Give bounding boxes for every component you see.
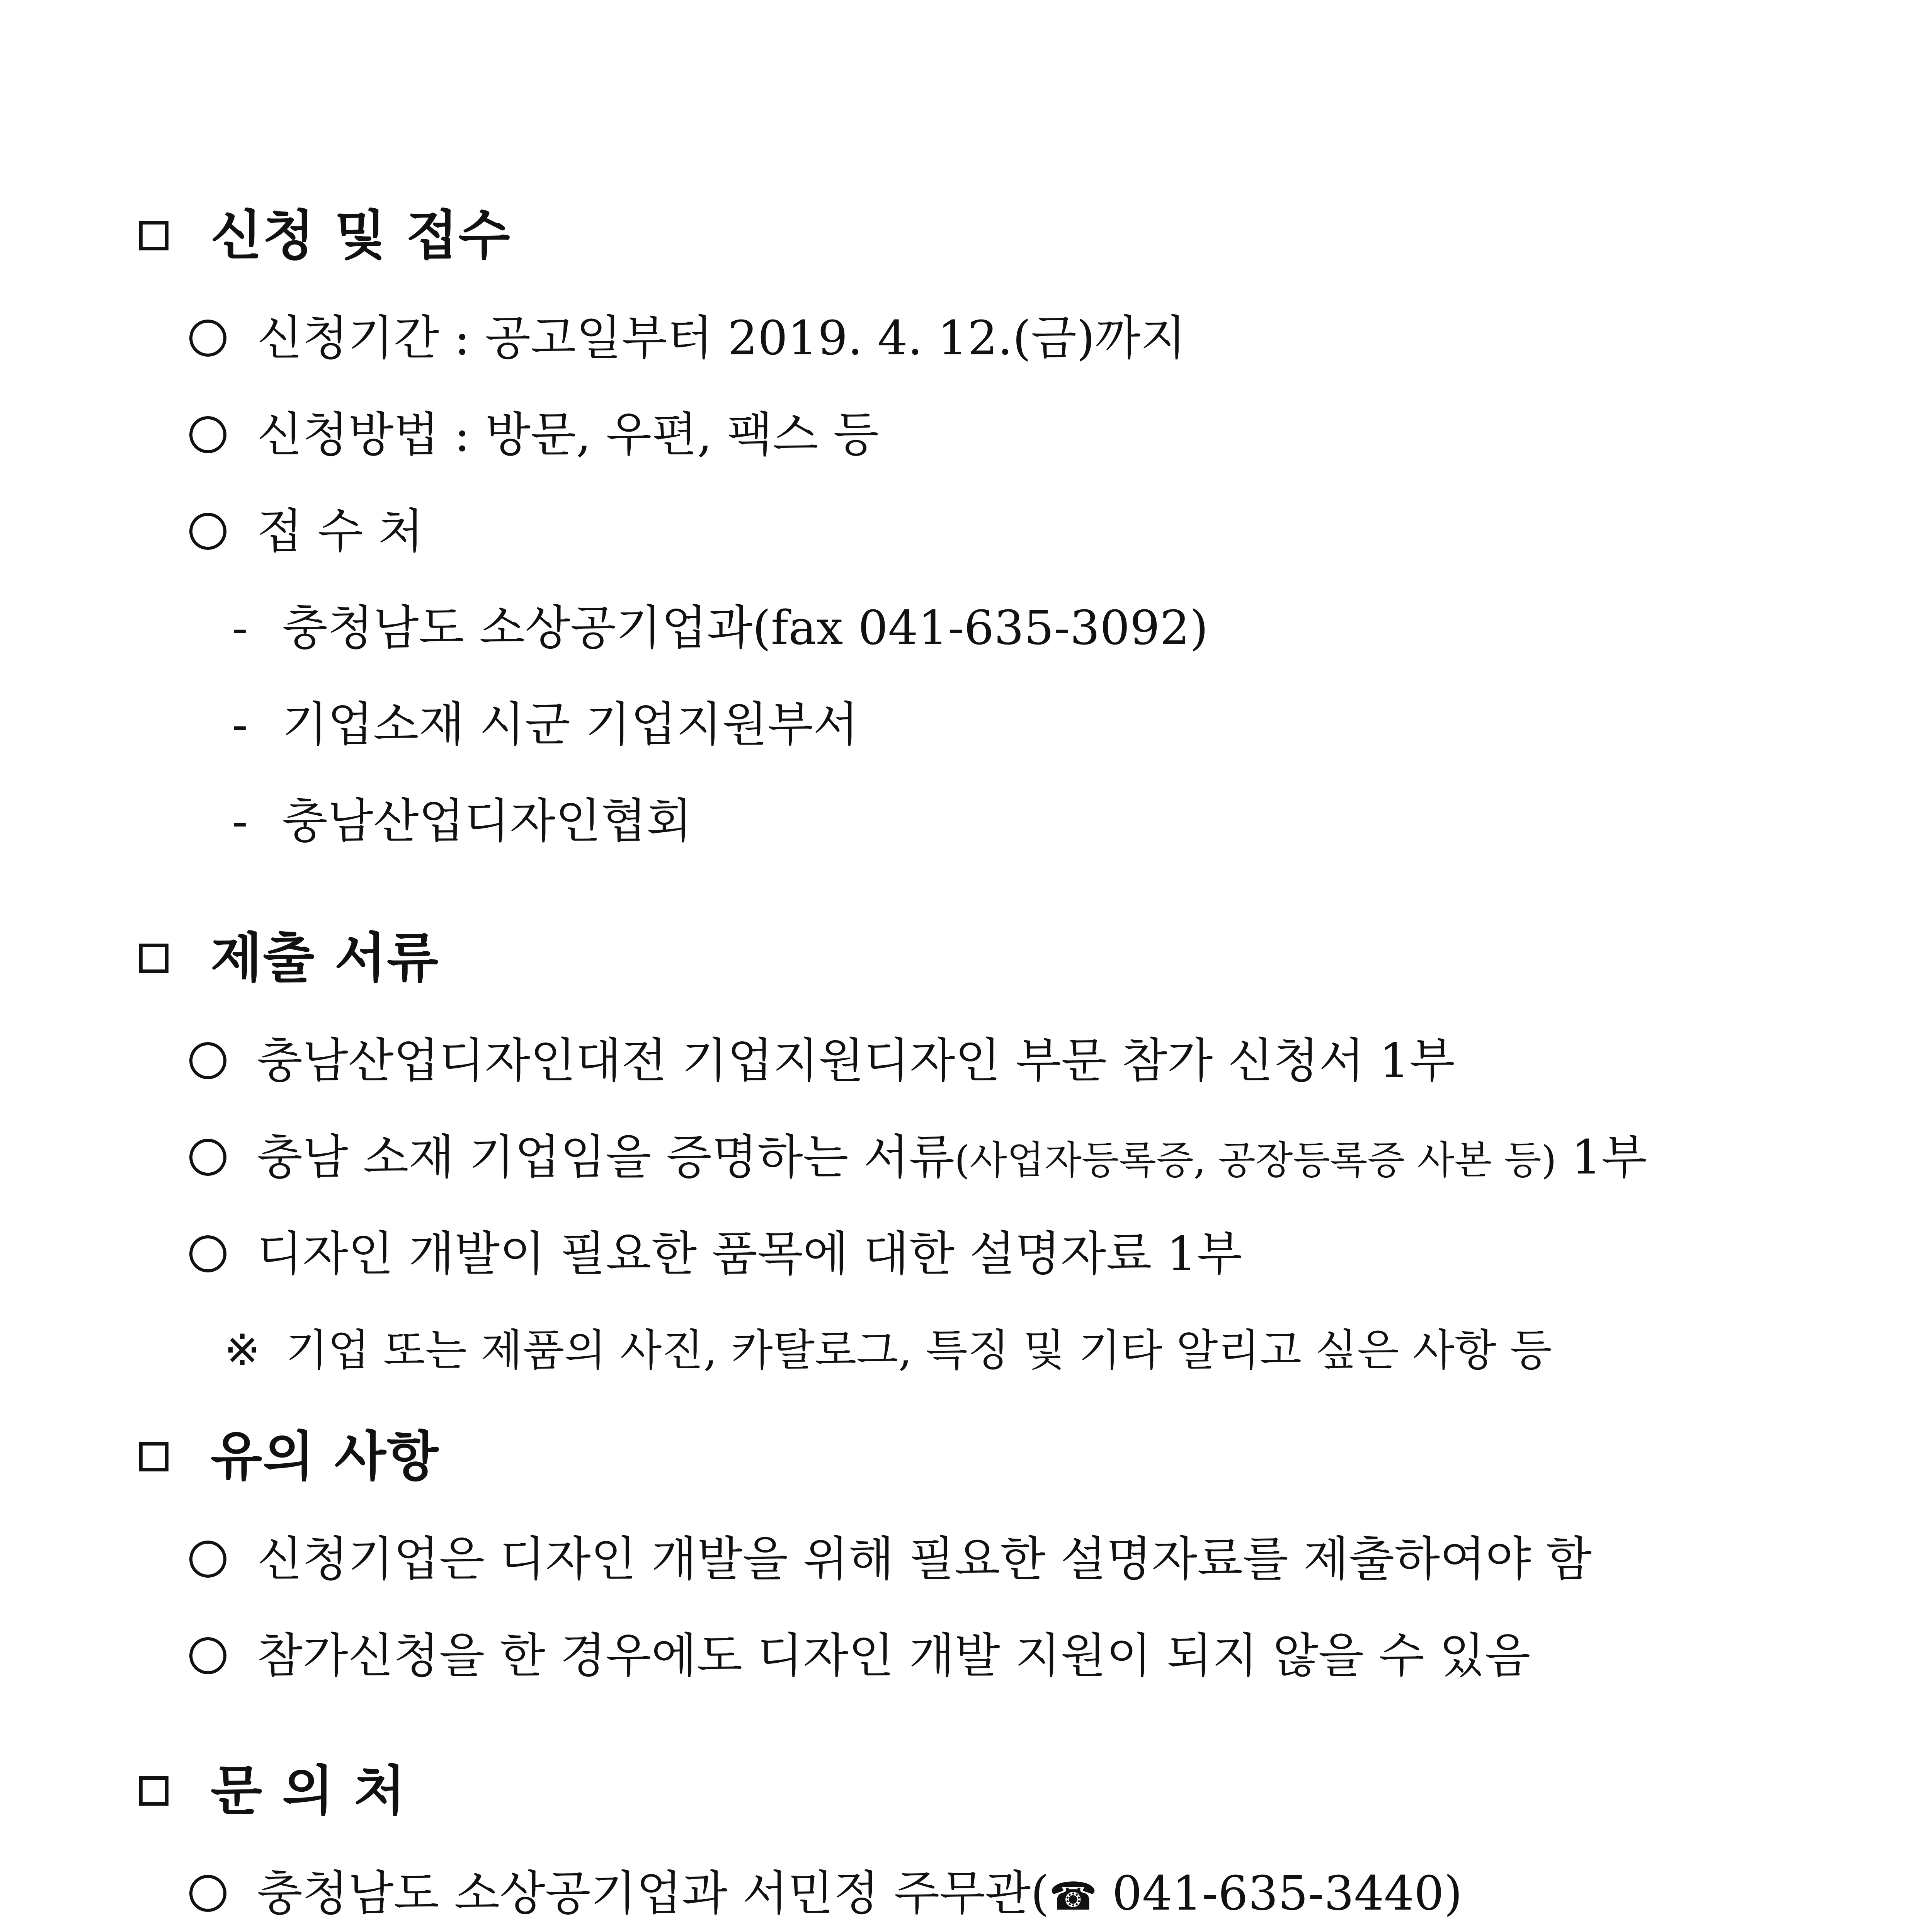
note-item: [139, 1302, 1801, 1399]
item-text-main: 충남 소재 기업임을 증명하는 서류: [257, 1130, 955, 1185]
contact-name: 충청남도 소상공기업과 서민정 주무관(: [257, 1866, 1049, 1921]
dash-marker: -: [232, 600, 248, 655]
contact-number: 041-635-3440): [1097, 1866, 1463, 1921]
list-item: [139, 386, 1801, 483]
section-contact: [139, 1752, 1801, 1932]
circle-bullet-icon: [189, 1042, 226, 1079]
heading-text: 신청 및 접수: [211, 204, 511, 267]
item-text: 접 수 처: [257, 504, 424, 559]
heading-text: 제출 서류: [211, 927, 439, 989]
section-heading: [139, 1418, 1801, 1495]
item-text: 충남산업디자인대전 기업지원디자인 부문 참가 신청서 1부: [257, 1033, 1455, 1088]
list-item: [139, 1845, 1801, 1932]
heading-text: 문 의 처: [211, 1760, 407, 1822]
checkbox-square-icon: [139, 1776, 168, 1806]
circle-bullet-icon: [189, 513, 226, 550]
circle-bullet-icon: [189, 1139, 226, 1176]
item-text: 신청기업은 디자인 개발을 위해 필요한 설명자료를 제출하여야 함: [257, 1532, 1592, 1587]
section-notes: [139, 1418, 1801, 1704]
item-text: 신청방법 : 방문, 우편, 팩스 등: [257, 407, 879, 462]
section-heading: [139, 197, 1801, 274]
phone-icon: ☎: [1049, 1874, 1098, 1919]
sub-item-text: 충청남도 소상공기업과(fax 041-635-3092): [282, 600, 1208, 655]
sub-item: [139, 676, 1801, 773]
circle-bullet-icon: [189, 1875, 226, 1912]
sub-item-text: 충남산업디자인협회: [282, 794, 692, 849]
checkbox-square-icon: [139, 221, 168, 250]
heading-text: 유의 사항: [211, 1425, 439, 1488]
dash-marker: -: [232, 697, 248, 752]
circle-bullet-icon: [189, 1541, 226, 1578]
list-item: [139, 1206, 1801, 1302]
section-documents: [139, 920, 1801, 1399]
list-item: [139, 1511, 1801, 1607]
item-text: 신청기간 : 공고일부터 2019. 4. 12.(금)까지: [257, 311, 1186, 366]
checkbox-square-icon: [139, 944, 168, 973]
list-item: [139, 1012, 1801, 1109]
section-heading: [139, 920, 1801, 997]
note-text: 기업 또는 제품의 사진, 카탈로그, 특징 및 기타 알리고 싶은 사항 등: [286, 1325, 1552, 1376]
dash-marker: -: [232, 794, 248, 849]
sub-item: [139, 773, 1801, 869]
circle-bullet-icon: [189, 320, 226, 357]
item-text: 참가신청을 한 경우에도 디자인 개발 지원이 되지 않을 수 있음: [257, 1628, 1531, 1683]
list-item: [139, 290, 1801, 386]
checkbox-square-icon: [139, 1442, 168, 1471]
list-item: [139, 1607, 1801, 1704]
section-application: [139, 197, 1801, 869]
sub-item: [139, 580, 1801, 676]
sub-item-text: 기업소재 시군 기업지원부서: [282, 697, 859, 752]
reference-mark-icon: ※: [224, 1325, 260, 1376]
item-text: [257, 1845, 1462, 1932]
item-text: 디자인 개발이 필요한 품목에 대한 설명자료 1부: [257, 1226, 1242, 1281]
circle-bullet-icon: [189, 1235, 226, 1272]
circle-bullet-icon: [189, 416, 226, 453]
item-text: [257, 1109, 1647, 1209]
item-text-suffix: 1부: [1556, 1130, 1647, 1185]
circle-bullet-icon: [189, 1637, 226, 1674]
section-heading: [139, 1752, 1801, 1830]
list-item: [139, 483, 1801, 580]
list-item: [139, 1109, 1801, 1206]
item-text-small: (사업자등록증, 공장등록증 사본 등): [955, 1138, 1557, 1183]
